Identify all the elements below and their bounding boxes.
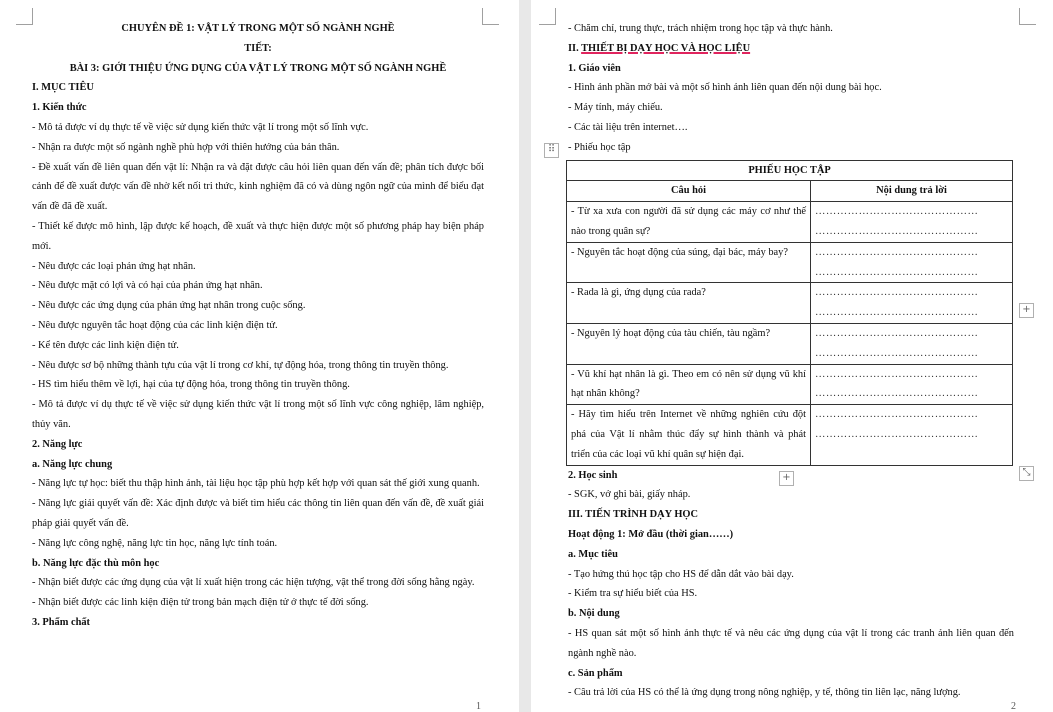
answer-dots: ……………………………………… (815, 327, 979, 339)
activity-heading: Hoạt động 1: Mở đầu (thời gian……) (568, 528, 734, 540)
general-competency-item: - Năng lực giải quyết vấn đề: Xác định được và biết tìm hiểu các thông tin liên quan đến vấn đề, đề xuất giải pháp giải quyết vấn đề. (32, 498, 484, 529)
table-row (567, 242, 1013, 283)
knowledge-item: - Kể tên được các linh kiện điện tử. (32, 339, 179, 351)
subheading-teacher: 1. Giáo viên (568, 62, 621, 74)
subheading-goal: a. Mục tiêu (568, 548, 618, 560)
move-handle-icon[interactable]: ⠿ (544, 143, 559, 158)
knowledge-item: - Nêu được sơ bộ những thành tựu của vật lí trong cơ khí, tự động hóa, trong thông tin truyền thông. (32, 359, 449, 371)
subheading-knowledge: 1. Kiến thức (32, 102, 87, 114)
page-gap (519, 0, 531, 712)
subheading-student: 2. Học sinh (568, 469, 618, 481)
knowledge-item: - Nhận ra được một số ngành nghề phù hợp với thiên hướng của bản thân. (32, 141, 340, 153)
answer-cell[interactable] (811, 364, 1013, 405)
knowledge-item: - Đề xuất vấn đề liên quan đến vật lí: Nhận ra và đặt được câu hỏi liên quan đến vấn đề; phân tích được bối cảnh để đề xuất được vấn đề nhờ kết nối tri thức, kinh nghiệm đã có và dùng ngôn ngữ của mình để biểu đạt vấn đề đã đề xuất. (32, 161, 484, 213)
qualities-item: - Chăm chỉ, trung thực, trách nhiệm trong học tập và thực hành. (568, 23, 833, 34)
general-competency-item: - Năng lực tự học: biết thu thập hình ảnh, tài liệu học tập phù hợp kết hợp với quan sát thế giới xung quanh. (32, 478, 480, 490)
document-page-1 (0, 0, 519, 712)
general-competency-item: - Năng lực công nghệ, năng lực tin học, năng lực tính toán. (32, 537, 278, 549)
worksheet-table[interactable] (566, 160, 1013, 466)
table-row (567, 364, 1013, 405)
answer-cell[interactable] (811, 283, 1013, 324)
answer-dots: ……………………………………… (815, 388, 979, 400)
teacher-item: - Các tài liệu trên internet…. (568, 121, 688, 133)
column-header-question: Câu hỏi (567, 181, 811, 202)
answer-dots: ……………………………………… (815, 409, 979, 421)
goal-item: - Kiểm tra sự hiểu biết của HS. (568, 588, 698, 600)
topic-title: CHUYÊN ĐỀ 1: VẬT LÝ TRONG MỘT SỐ NGÀNH NGHỀ (121, 23, 395, 34)
crop-mark-top-left (16, 8, 33, 25)
knowledge-item: - Nêu được nguyên tắc hoạt động của các linh kiện điện tử. (32, 319, 278, 331)
goal-item: - Tạo hứng thú học tập cho HS để dẫn dắt vào bài dạy. (568, 568, 794, 580)
knowledge-item: - Mô tả được ví dụ thực tế về việc sử dụng kiến thức vật lí trong một số lĩnh vực. (32, 121, 369, 133)
subheading-general-competency: a. Năng lực chung (32, 458, 113, 470)
resize-handle-icon[interactable]: ⤡ (1019, 466, 1034, 481)
plus-icon[interactable]: + (779, 471, 794, 486)
subheading-product: c. Sản phẩm (568, 667, 623, 679)
question-cell[interactable]: - Rada là gì, ứng dụng của rada? (567, 283, 811, 324)
section-number: II. (568, 42, 582, 54)
teacher-item: - Hình ảnh phần mở bài và một số hình ảnh liên quan đến nội dung bài học. (568, 82, 882, 94)
question-cell[interactable]: - Hãy tìm hiểu trên Internet về những nghiên cứu đột phá của Vật lí nhằm thúc đẩy sự hình thành và phát triển của các loại vũ khí quân sự hiện đại. (567, 405, 811, 465)
answer-dots: ……………………………………… (815, 428, 979, 440)
knowledge-item: - Nêu được các loại phản ứng hạt nhân. (32, 260, 196, 272)
lesson-title: BÀI 3: GIỚI THIỆU ỨNG DỤNG CỦA VẬT LÝ TRONG MỘT SỐ NGÀNH NGHỀ (69, 62, 447, 74)
product-item: - Câu trả lời của HS có thể là ứng dụng trong nông nghiệp, y tế, thông tin liên lạc, năng lượng. (568, 687, 961, 699)
crop-mark-top-left (539, 8, 556, 25)
content-item: - HS quan sát một số hình ảnh thực tế và nêu các ứng dụng của vật lí trong các tranh ảnh liên quan đến ngành nghề nào. (568, 627, 1014, 659)
plus-icon[interactable]: + (1019, 303, 1034, 318)
answer-dots: ……………………………………… (815, 368, 979, 380)
subheading-content: b. Nội dung (568, 608, 620, 620)
crop-mark-top-right (482, 8, 499, 25)
subheading-specific-competency: b. Năng lực đặc thù môn học (32, 557, 160, 569)
answer-dots: ……………………………………… (815, 206, 979, 218)
page-number: 2 (1011, 701, 1016, 712)
answer-dots: ……………………………………… (815, 347, 979, 359)
answer-dots: ……………………………………… (815, 307, 979, 319)
question-cell[interactable]: - Vũ khí hạt nhân là gì. Theo em có nên sử dụng vũ khí hạt nhân không? (567, 364, 811, 405)
knowledge-item: - Nêu được các ứng dụng của phản ứng hạt nhân trong cuộc sống. (32, 300, 306, 312)
student-item: - SGK, vở ghi bài, giấy nháp. (568, 489, 691, 501)
worksheet-title: PHIẾU HỌC TẬP (567, 160, 1013, 181)
knowledge-item: - HS tìm hiểu thêm về lợi, hại của tự động hóa, trong thông tin truyền thông. (32, 379, 350, 391)
table-row (567, 405, 1013, 465)
table-row (567, 323, 1013, 364)
knowledge-item: - Nêu được mặt có lợi và có hại của phản ứng hạt nhân. (32, 280, 263, 292)
page-1-content[interactable] (32, 19, 484, 633)
table-row (567, 283, 1013, 324)
answer-dots: ……………………………………… (815, 266, 979, 278)
answer-dots: ……………………………………… (815, 225, 979, 237)
answer-cell[interactable] (811, 202, 1013, 243)
knowledge-item: - Mô tả được ví dụ thực tế về việc sử dụng kiến thức vật lí trong một số lĩnh vực công nghiệp, lâm nghiệp, thủy văn. (32, 399, 484, 430)
question-cell[interactable]: - Nguyên tắc hoạt động của súng, đại bác, máy bay? (567, 242, 811, 283)
section-heading-objectives: I. MỤC TIÊU (32, 82, 94, 94)
section-heading-equipment (568, 39, 1014, 59)
subheading-qualities: 3. Phẩm chất (32, 616, 91, 628)
teacher-item: - Máy tính, máy chiếu. (568, 102, 663, 114)
column-header-answer: Nội dung trả lời (811, 181, 1013, 202)
section-heading-equipment-text: THIẾT BỊ DẠY HỌC VÀ HỌC LIỆU (581, 42, 751, 54)
specific-competency-item: - Nhận biết được các ứng dụng của vật lí xuất hiện trong các hiện tượng, vật thể trong đời sống hằng ngày. (32, 577, 475, 589)
question-cell[interactable]: - Từ xa xưa con người đã sử dụng các máy cơ như thế nào trong quân sự? (567, 202, 811, 243)
answer-cell[interactable] (811, 323, 1013, 364)
table-row (567, 202, 1013, 243)
page-2-content[interactable] (568, 19, 1014, 703)
subheading-competency: 2. Năng lực (32, 438, 83, 450)
period-title: TIẾT: (244, 42, 272, 54)
page-number: 1 (476, 701, 481, 712)
answer-dots: ……………………………………… (815, 287, 979, 299)
knowledge-item: - Thiết kế được mô hình, lập được kế hoạch, đề xuất và thực hiện được một số phương pháp hay biện pháp mới. (32, 220, 484, 252)
answer-dots: ……………………………………… (815, 246, 979, 258)
specific-competency-item: - Nhận biết được các linh kiện điện tử trong bản mạch điện tử ở thực tế đời sống. (32, 597, 369, 609)
answer-cell[interactable] (811, 405, 1013, 465)
answer-cell[interactable] (811, 242, 1013, 283)
teacher-item: - Phiếu học tập (568, 141, 631, 153)
section-heading-process: III. TIẾN TRÌNH DẠY HỌC (568, 509, 699, 521)
crop-mark-top-right (1019, 8, 1036, 25)
document-page-2 (531, 0, 1053, 712)
question-cell[interactable]: - Nguyên lý hoạt động của tàu chiến, tàu ngầm? (567, 323, 811, 364)
